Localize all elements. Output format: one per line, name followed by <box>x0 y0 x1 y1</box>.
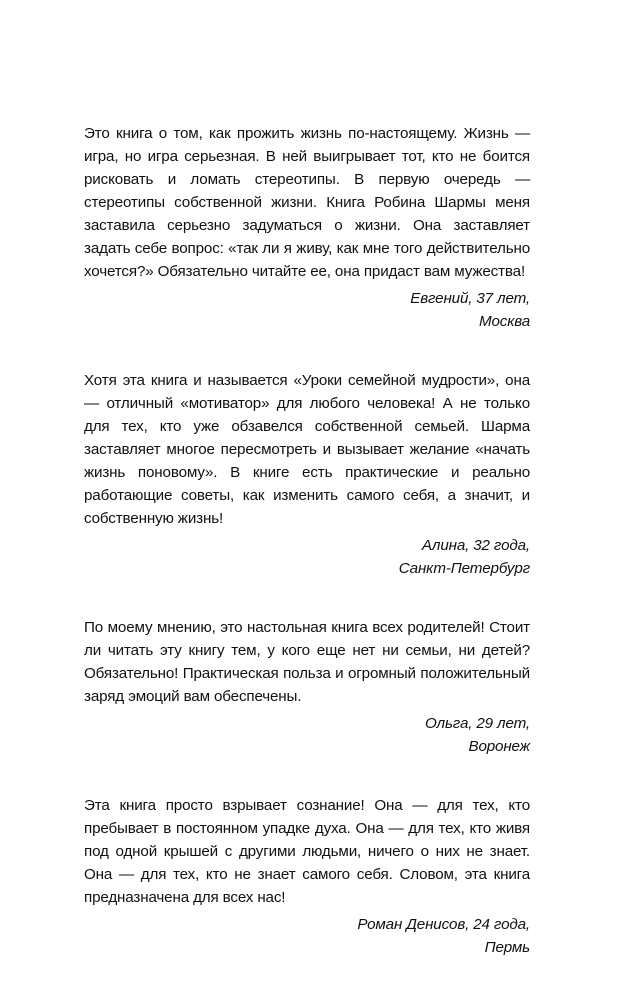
review-author: Роман Денисов, 24 года, <box>357 916 530 933</box>
review-city: Санкт-Петербург <box>398 560 530 577</box>
review-signature <box>84 534 530 580</box>
review-text: По моему мнению, это настольная книга всех родителей! Стоит ли читать эту книгу тем, у кого еще нет ни семьи, ни детей? Обязательно! Практическая польза и огромный положительный заряд эмоций вам обеспечены. <box>84 619 530 705</box>
review-1 <box>84 122 530 333</box>
reviews-page <box>84 122 530 959</box>
review-4 <box>84 794 530 959</box>
review-text: Это книга о том, как прожить жизнь по-настоящему. Жизнь — игра, но игра серьезная. В ней выигрывает тот, кто не боится рисковать и ломать стереотипы. В первую очередь — стереотипы собственной жизни. Книга Робина Шармы меня заставила серьезно задуматься о жизни. Она заставляет задать себе вопрос: «так ли я живу, как мне того действительно хочется?» Обязательно читайте ее, она придаст вам мужества! <box>84 125 530 280</box>
review-signature <box>84 913 530 959</box>
review-city: Воронеж <box>468 738 530 755</box>
review-author: Ольга, 29 лет, <box>425 715 530 732</box>
review-3 <box>84 616 530 758</box>
review-city: Пермь <box>484 939 530 956</box>
review-signature <box>84 712 530 758</box>
review-signature <box>84 287 530 333</box>
review-2 <box>84 369 530 580</box>
review-text: Эта книга просто взрывает сознание! Она — для тех, кто пребывает в постоянном упадке духа. Она — для тех, кто живя под одной крышей с другими людьми, ничего о них не знает. Она — для тех, кто не знает самого себя. Словом, эта книга предназначена для всех нас! <box>84 797 530 906</box>
review-text: Хотя эта книга и называется «Уроки семейной мудрости», она — отличный «мотиватор» для любого человека! А не только для тех, кто уже обзавелся собственной семьей. Шарма заставляет многое пересмотреть и вызывает желание «начать жизнь поновому». В книге есть практические и реально работающие советы, как изменить самого себя, а значит, и собственную жизнь! <box>84 372 530 527</box>
review-city: Москва <box>478 313 530 330</box>
review-author: Алина, 32 года, <box>421 537 530 554</box>
review-author: Евгений, 37 лет, <box>410 290 530 307</box>
